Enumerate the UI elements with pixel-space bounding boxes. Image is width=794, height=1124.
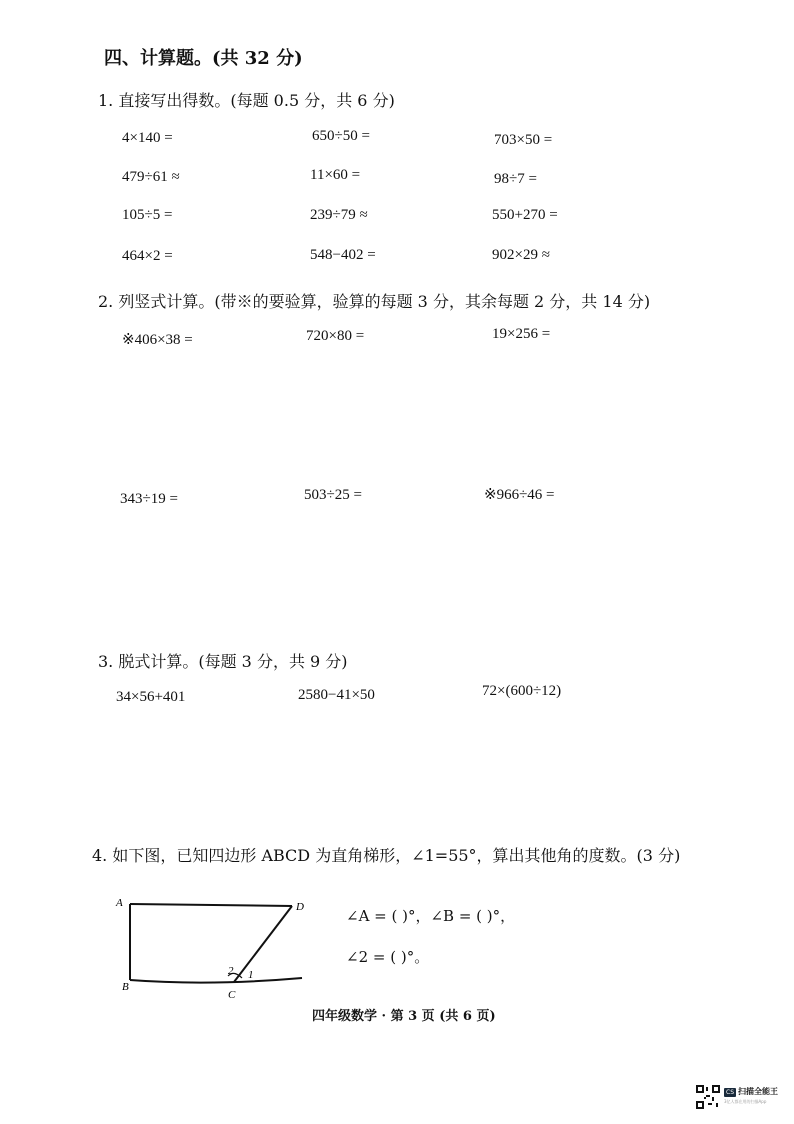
- q3-title: 3. 脱式计算。(每题 3 分，共 9 分): [98, 652, 348, 671]
- q1-item: 548−402 =: [310, 247, 376, 263]
- page-footer: 四年级数学 · 第 3 页 (共 6 页): [312, 1009, 496, 1024]
- q2-item: ※406×38 =: [122, 332, 193, 348]
- q1-item: 11×60 =: [310, 167, 361, 183]
- q1-item: 239÷79 ≈: [310, 207, 368, 223]
- side-CD: [234, 906, 292, 982]
- q2-item: 19×256 =: [492, 326, 551, 342]
- q1-item: 4×140 =: [122, 130, 173, 146]
- q2-item: 503÷25 =: [304, 487, 362, 503]
- scanner-name: 扫描全能王: [738, 1087, 778, 1096]
- label-D: D: [296, 901, 304, 913]
- q1-title: 1. 直接写出得数。(每题 0.5 分，共 6 分): [98, 91, 395, 110]
- q1-item: 902×29 ≈: [492, 247, 550, 263]
- q2-title: 2. 列竖式计算。(带※的要验算，验算的每题 3 分，其余每题 2 分，共 14 分): [98, 292, 651, 311]
- q3-item: 72×(600÷12): [482, 683, 562, 699]
- q1-item: 650÷50 =: [312, 128, 370, 144]
- side-BC: [130, 978, 302, 983]
- section-title: 四、计算题。(共 32 分): [104, 48, 303, 69]
- q2-item: 720×80 =: [306, 328, 365, 344]
- trapezoid-figure: [110, 892, 310, 1002]
- answer-line-2: ∠2 = ( )°。: [346, 948, 430, 966]
- cs-logo-icon: CS: [726, 1089, 734, 1096]
- label-A: A: [116, 897, 123, 909]
- q1-item: 105÷5 =: [122, 207, 173, 223]
- q1-item: 464×2 =: [122, 248, 173, 264]
- q2-item: ※966÷46 =: [484, 487, 555, 503]
- q3-item: 34×56+401: [116, 689, 186, 705]
- side-AD: [130, 904, 292, 906]
- qr-code-icon: [696, 1085, 720, 1109]
- q1-item: 550+270 =: [492, 207, 558, 223]
- label-C: C: [228, 989, 236, 1001]
- q1-item: 703×50 =: [494, 132, 553, 148]
- q4-title: 4. 如下图，已知四边形 ABCD 为直角梯形，∠1=55°，算出其他角的度数。(3 分): [92, 846, 681, 865]
- label-angle-2: 2: [228, 965, 234, 977]
- q3-item: 2580−41×50: [298, 687, 375, 703]
- label-B: B: [122, 981, 129, 993]
- answer-line-1: ∠A = ( )°，∠B = ( )°，: [346, 907, 516, 925]
- q1-item: 98÷7 =: [494, 171, 537, 187]
- q2-item: 343÷19 =: [120, 491, 178, 507]
- label-angle-1: 1: [248, 969, 254, 981]
- q1-item: 479÷61 ≈: [122, 169, 180, 185]
- scanner-tagline: 3亿人都在用的扫描App: [724, 1099, 767, 1104]
- scanner-badge: [724, 1085, 784, 1109]
